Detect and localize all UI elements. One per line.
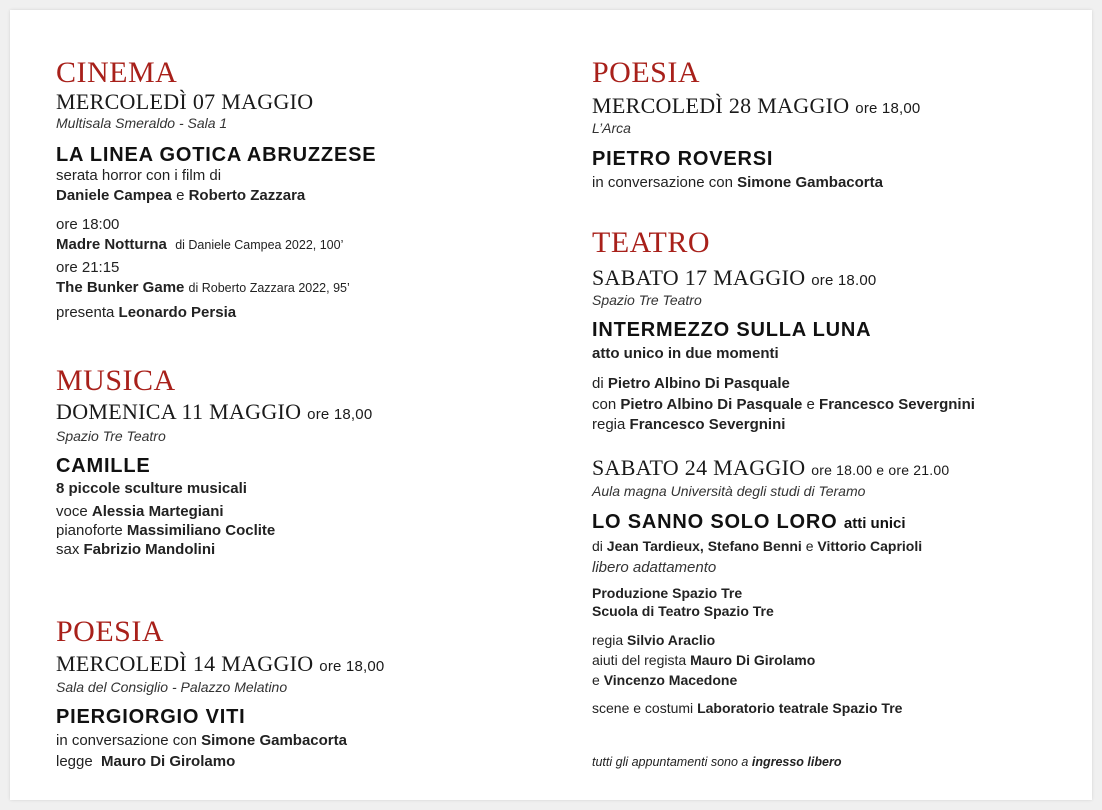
actor-name: Francesco Severgnini xyxy=(819,396,975,413)
teatro2-date xyxy=(592,456,949,482)
performer: Massimiliano Coclite xyxy=(126,522,276,539)
line-prefix: in conversazione con xyxy=(56,732,197,749)
cinema-film-2 xyxy=(56,278,350,298)
cinema-venue: Multisala Smeraldo - Sala 1 xyxy=(56,115,228,131)
teatro1-author xyxy=(592,374,790,394)
teatro2-title: LO SANNO SOLO LORO xyxy=(592,511,838,533)
performer: Fabrizio Mandolini xyxy=(83,541,216,558)
teatro2-title-line xyxy=(592,510,906,536)
line-prefix: di xyxy=(592,538,603,554)
actor-name: Pietro Albino Di Pasquale xyxy=(620,396,803,413)
musica-credit-1 xyxy=(56,502,224,522)
musica-venue: Spazio Tre Teatro xyxy=(56,428,166,444)
guest-name: Simone Gambacorta xyxy=(201,732,347,749)
poesia2-line xyxy=(592,173,883,193)
author-name: Vittorio Caprioli xyxy=(817,538,923,554)
musica-credit-3 xyxy=(56,540,215,560)
teatro2-venue: Aula magna Università degli studi di Teramo xyxy=(592,483,866,499)
line-prefix: legge xyxy=(56,753,93,770)
role: voce xyxy=(56,503,88,520)
reader-name: Mauro Di Girolamo xyxy=(101,753,236,770)
teatro1-director xyxy=(592,415,785,435)
line-prefix: regia xyxy=(592,416,626,433)
cinema-directors xyxy=(56,186,305,206)
poesia2-day: MERCOLEDÌ 28 MAGGIO xyxy=(592,93,850,118)
category-musica: MUSICA xyxy=(56,364,176,397)
category-poesia-2: POESIA xyxy=(592,56,701,89)
poesia2-title: PIETRO ROVERSI xyxy=(592,148,774,170)
poesia-title: PIERGIORGIO VITI xyxy=(56,706,246,728)
teatro1-time: ore 18.00 xyxy=(811,272,877,289)
line-prefix: in conversazione con xyxy=(592,174,733,191)
teatro2-adapt: libero adattamento xyxy=(592,559,717,576)
film-title: Madre Notturna xyxy=(56,236,167,253)
line-prefix: con xyxy=(592,396,617,413)
director-name: Daniele Campea xyxy=(56,187,172,204)
footer-note xyxy=(592,755,841,769)
conjunction: e xyxy=(806,396,815,413)
guest-name: Simone Gambacorta xyxy=(737,174,883,191)
musica-subtitle: 8 piccole sculture musicali xyxy=(56,480,247,497)
assistant-name: Vincenzo Macedone xyxy=(603,672,738,688)
poesia2-date xyxy=(592,94,920,121)
director-name: Silvio Araclio xyxy=(627,632,716,648)
poesia-date xyxy=(56,652,384,679)
teatro2-title-suffix: atti unici xyxy=(843,515,906,532)
category-teatro: TEATRO xyxy=(592,226,710,259)
teatro2-production-2: Scuola di Teatro Spazio Tre xyxy=(592,603,774,619)
cinema-presenter xyxy=(56,303,236,323)
cinema-title: LA LINEA GOTICA ABRUZZESE xyxy=(56,144,377,166)
poesia2-time: ore 18,00 xyxy=(855,100,921,117)
line-prefix: aiuti del regista xyxy=(592,652,687,668)
role: pianoforte xyxy=(56,522,123,539)
teatro2-production-1: Produzione Spazio Tre xyxy=(592,585,743,601)
category-poesia: POESIA xyxy=(56,615,165,648)
author-names: Jean Tardieux, Stefano Benni xyxy=(606,538,802,554)
cinema-day: MERCOLEDÌ 07 MAGGIO xyxy=(56,89,314,114)
teatro1-subtitle: atto unico in due momenti xyxy=(592,345,779,362)
teatro2-scenes xyxy=(592,698,902,718)
musica-credit-2 xyxy=(56,521,275,541)
conjunction: e xyxy=(176,187,185,204)
teatro2-assistants-2 xyxy=(592,670,737,690)
footer-prefix: tutti gli appuntamenti sono a xyxy=(592,755,749,769)
teatro1-cast xyxy=(592,395,975,415)
line-prefix: regia xyxy=(592,632,624,648)
cinema-film-1 xyxy=(56,235,343,255)
teatro2-time: ore 18.00 e ore 21.00 xyxy=(811,462,950,478)
cinema-subtitle: serata horror con i film di xyxy=(56,167,222,184)
footer-emphasis: ingresso libero xyxy=(751,755,842,769)
conjunction: e xyxy=(592,672,600,688)
line-prefix: di xyxy=(592,375,604,392)
poesia2-venue: L’Arca xyxy=(592,120,631,136)
poesia-line-1 xyxy=(56,731,347,751)
teatro1-date xyxy=(592,266,876,293)
teatro2-director xyxy=(592,630,715,650)
presenter-prefix: presenta xyxy=(56,304,115,321)
teatro1-day: SABATO 17 MAGGIO xyxy=(592,265,806,290)
poesia-day: MERCOLEDÌ 14 MAGGIO xyxy=(56,651,314,676)
film-title: The Bunker Game xyxy=(56,279,185,296)
poesia-venue: Sala del Consiglio - Palazzo Melatino xyxy=(56,679,288,695)
presenter-name: Leonardo Persia xyxy=(118,304,237,321)
author-name: Pietro Albino Di Pasquale xyxy=(607,375,790,392)
line-prefix: scene e costumi xyxy=(592,700,694,716)
assistant-name: Mauro Di Girolamo xyxy=(690,652,816,668)
role: sax xyxy=(56,541,80,558)
musica-date xyxy=(56,400,372,427)
performer: Alessia Martegiani xyxy=(91,503,224,520)
teatro2-authors xyxy=(592,536,922,556)
teatro2-assistants xyxy=(592,650,815,670)
poesia-line-2 xyxy=(56,752,235,772)
teatro1-title: INTERMEZZO SULLA LUNA xyxy=(592,319,872,341)
film-info: di Roberto Zazzara 2022, 95’ xyxy=(188,281,350,295)
musica-day: DOMENICA 11 MAGGIO xyxy=(56,399,302,424)
teatro1-venue: Spazio Tre Teatro xyxy=(592,292,702,308)
musica-title: CAMILLE xyxy=(56,455,151,477)
cinema-time-1: ore 18:00 xyxy=(56,216,120,233)
conjunction: e xyxy=(805,538,814,554)
director-name: Francesco Severgnini xyxy=(629,416,786,433)
director-name: Roberto Zazzara xyxy=(188,187,306,204)
poesia-time: ore 18,00 xyxy=(319,658,385,675)
film-info: di Daniele Campea 2022, 100’ xyxy=(175,238,344,252)
cinema-time-2: ore 21:15 xyxy=(56,259,120,276)
musica-time: ore 18,00 xyxy=(307,406,373,423)
category-cinema: CINEMA xyxy=(56,56,178,89)
teatro2-day: SABATO 24 MAGGIO xyxy=(592,455,806,480)
scene-credit: Laboratorio teatrale Spazio Tre xyxy=(697,700,903,716)
